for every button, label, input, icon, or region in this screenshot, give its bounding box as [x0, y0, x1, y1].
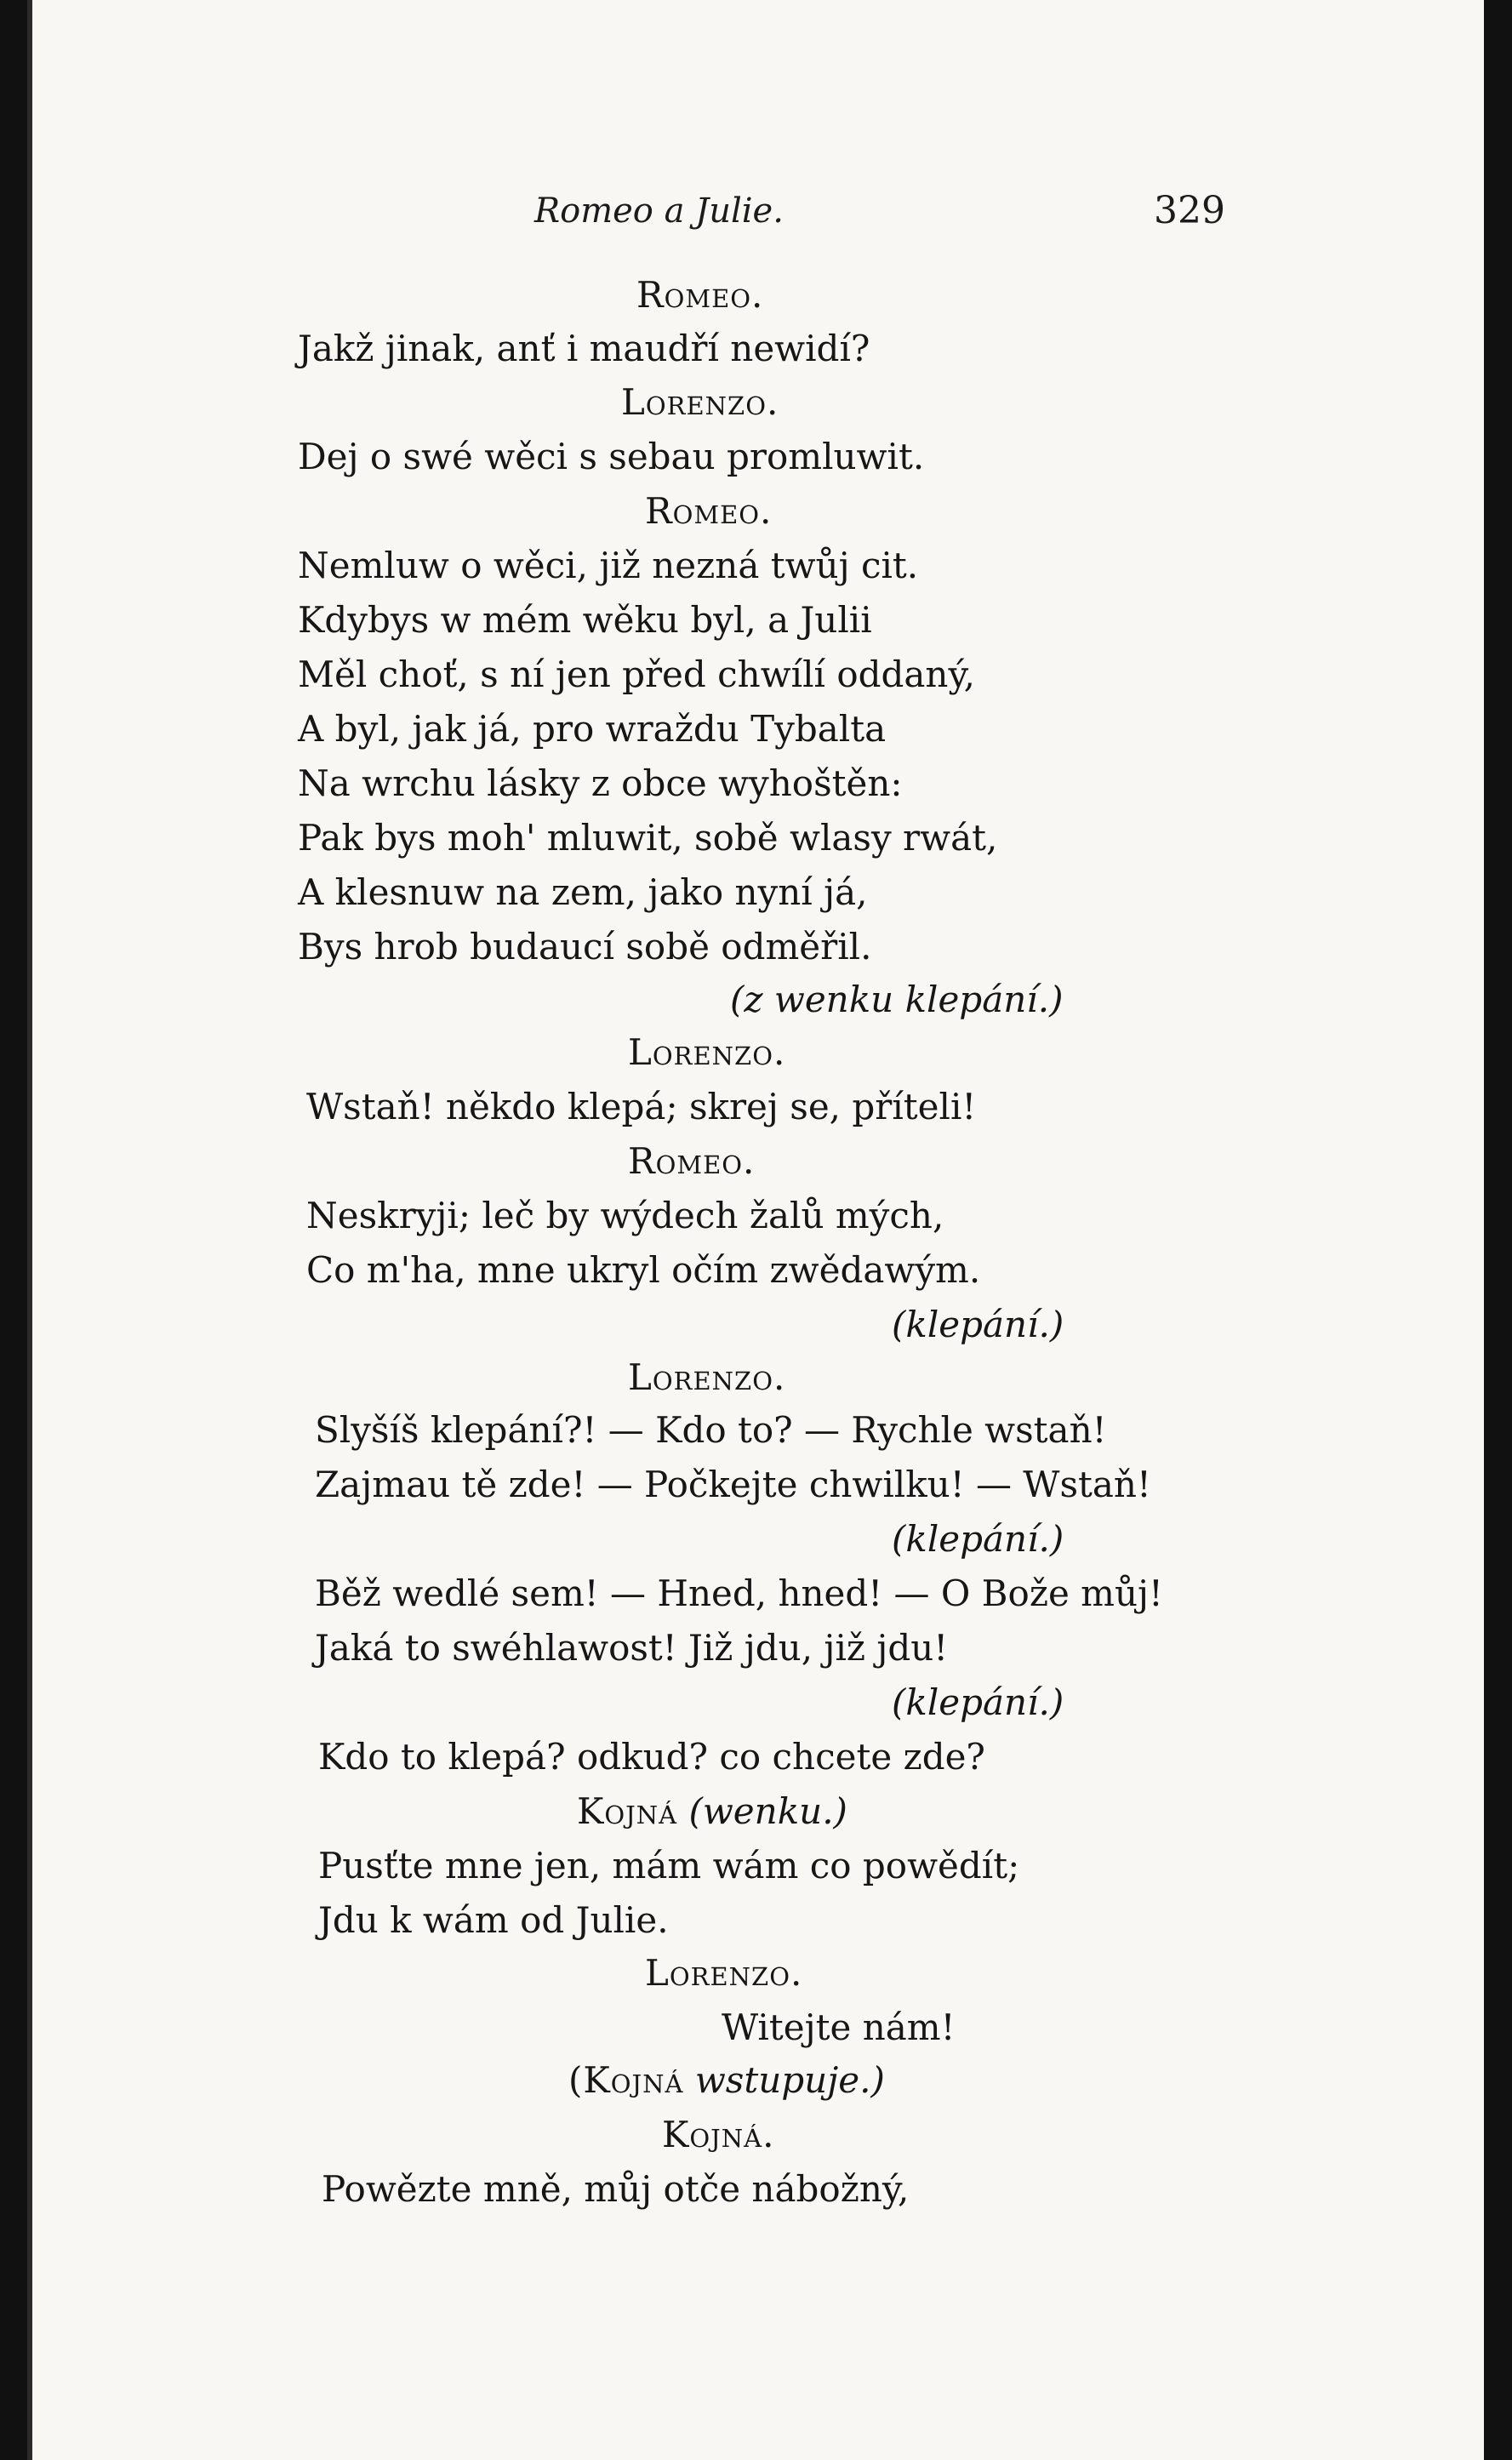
speaker-name: Lorenzo.: [621, 381, 779, 423]
verse-line: Pak bys moh' mluwit, sobě wlasy rwát,: [298, 817, 998, 859]
stage-direction: (z wenku klepání.): [730, 979, 1064, 1020]
speaker-name: Romeo.: [636, 274, 764, 316]
verse-line: Bys hrob budaucí sobě odměřil.: [298, 926, 872, 967]
verse-line: Měl choť, s ní jen před chwílí oddaný,: [298, 654, 975, 695]
verse-line: Běž wedlé sem! — Hned, hned! — O Bože můj!: [315, 1572, 1163, 1614]
verse-line: A klesnuw na zem, jako nyní já,: [298, 871, 868, 913]
verse-line: Witejte nám!: [722, 2006, 956, 2048]
verse-line: Pusťte mne jen, mám wám co powědít;: [318, 1845, 1020, 1886]
stage-direction: (klepání.): [892, 1681, 1064, 1723]
verse-line: Kdo to klepá? odkud? co chcete zde?: [318, 1736, 985, 1778]
stage-direction: (wenku.): [688, 1790, 847, 1832]
stage-direction: wstupuje.): [694, 2059, 885, 2101]
stage-direction: (klepání.): [892, 1304, 1064, 1345]
verse-line: Jakž jinak, anť i maudří newidí?: [298, 328, 870, 369]
speaker-name: Lorenzo.: [628, 1356, 786, 1398]
verse-line: Kdybys w mém wěku byl, a Julii: [298, 599, 872, 641]
speaker-name: Kojná: [577, 1790, 678, 1832]
verse-line: Jdu k wám od Julie.: [318, 1899, 669, 1941]
speaker-name: Romeo.: [628, 1140, 756, 1182]
verse-line: Dej o swé wěci s sebau promluwit.: [298, 436, 925, 477]
running-header-title: Romeo a Julie.: [534, 191, 784, 231]
verse-line: Na wrchu lásky z obce wyhoštěn:: [298, 762, 903, 804]
verse-line: Jaká to swéhlawost! Již jdu, již jdu!: [315, 1627, 949, 1669]
speaker-name: Kojná.: [662, 2114, 775, 2155]
page-number: 329: [1154, 189, 1225, 232]
verse-line: Wstaň! někdo klepá; skrej se, příteli!: [306, 1086, 977, 1127]
verse-line: Nemluw o wěci, již nezná twůj cit.: [298, 545, 919, 586]
verse-line: Co m'ha, mne ukryl očím zwědawým.: [306, 1249, 981, 1291]
verse-line: Slyšíš klepání?! — Kdo to? — Rychle wstaň!: [315, 1409, 1107, 1451]
speaker-name: Romeo.: [645, 490, 773, 532]
verse-line: Powězte mně, můj otče nábožný,: [322, 2168, 910, 2210]
verse-line: Zajmau tě zde! — Počkejte chwilku! — Wstaň!: [315, 1464, 1151, 1505]
stage-direction: (klepání.): [892, 1518, 1064, 1560]
verse-line: Neskryji; leč by wýdech žalů mých,: [306, 1195, 944, 1236]
speaker-name: Lorenzo.: [645, 1952, 803, 1994]
speaker-name: Lorenzo.: [628, 1031, 786, 1073]
speaker-with-direction: [577, 1790, 847, 1832]
book-page: [27, 0, 1489, 2460]
book-edge-right: [1484, 0, 1512, 2460]
stage-direction-entrance: [568, 2059, 885, 2101]
verse-line: A byl, jak já, pro wraždu Tybalta: [298, 708, 887, 750]
speaker-name: (Kojná: [568, 2059, 684, 2101]
